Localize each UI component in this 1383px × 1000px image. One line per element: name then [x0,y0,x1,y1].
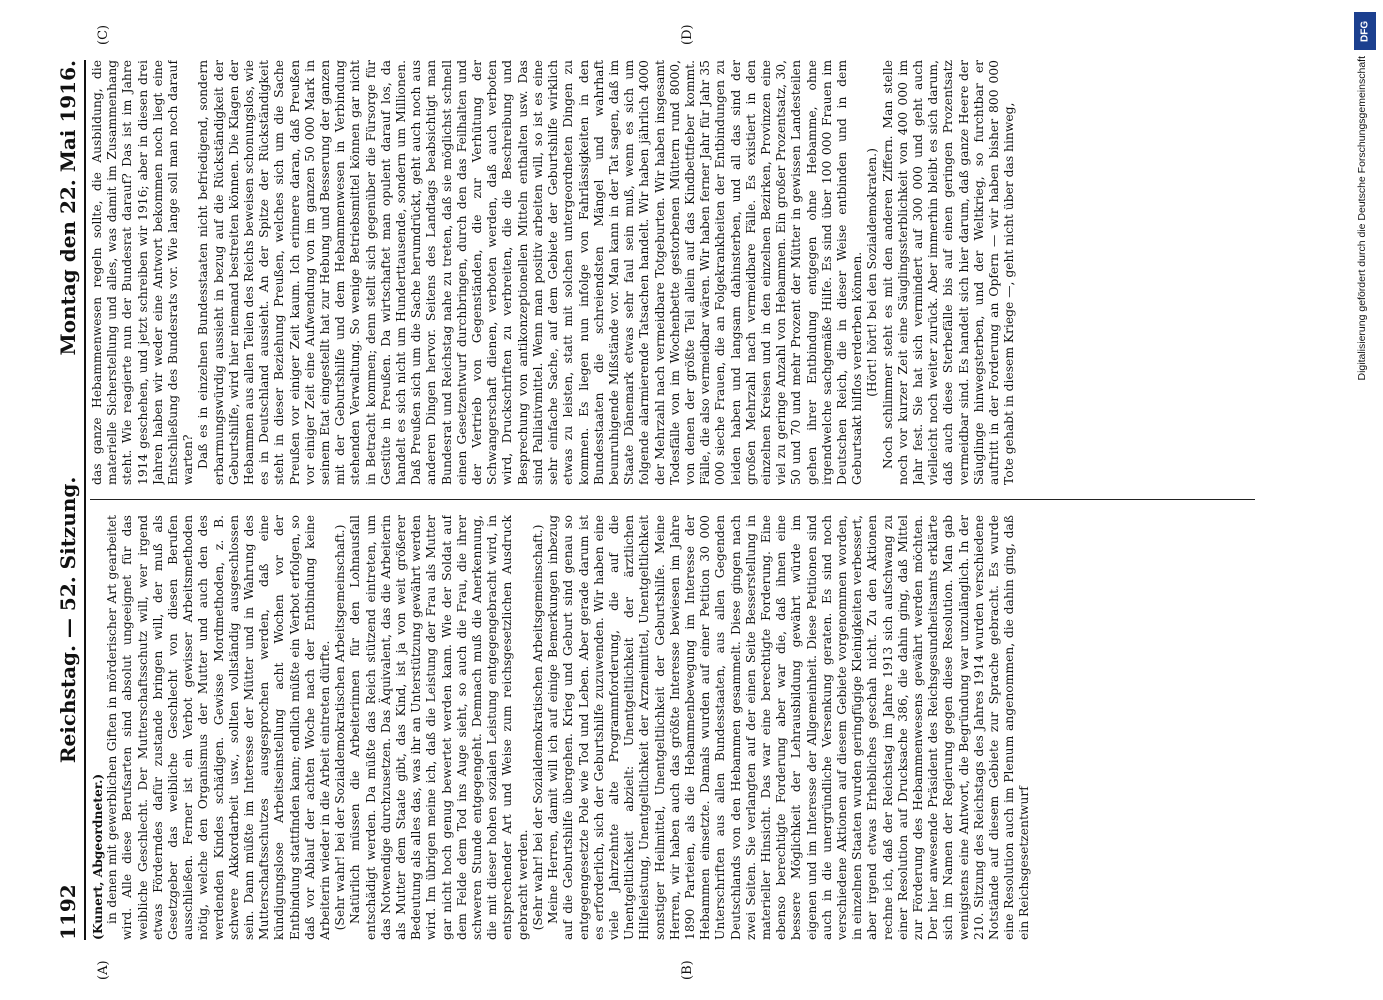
margin-marker-d: (D) [680,24,695,45]
speaker-label: (Kunert, Abgeordneter.) [90,773,105,940]
session-title: Reichstag. — 52. Sitzung. [56,476,80,764]
left-column [90,515,1260,940]
interjection: (Sehr wahr! bei der Sozialdemokratischen Arbeitsgemeinschaft.) [333,524,348,931]
interjection: (Hört! hört! bei den Sozialdemokraten.) [865,148,880,397]
right-column [90,60,1260,485]
paragraph: Meine Herren, damit will ich auf einige Bemerkungen inbezug auf die Geburtshilfe übergehen. Krieg und Geburt sind genau so entgegengesetzte Pole wie Tod und Leben. Aber gerade darum ist es erforderlich, sich der Geburtshilfe zuzuwenden. Wir haben eine viele Jahrzehnte alte Programmforderung, die auf die Unentgeltlichkeit abzielt: Unentgeltlichkeit der ärztlichen Hilfeleistung, Unentgeltlichkeit der Arzneimittel, Unentgeltlichkeit sonstiger Heilmittel, Unentgeltlichkeit der Geburtshilfe. Meine Herren, wir haben auch das größte Interesse bewiesen im Jahre 1890 Parteien, als die Hebammenbewegung im Interesse der Hebammen einsetzte. Damals wurden auf einer Petition 30 000 Unterschriften aus allen Bundesstaaten, aus allen Gegenden Deutschlands von den Hebammen gesammelt. Diese gingen nach zwei Seiten. Sie verlangten auf der einen Seite Besserstellung in materieller Hinsicht. Das war eine berechtigte Forderung. Eine ebenso berechtigte Forderung aber war die, daß ihnen eine bessere Möglichkeit der Lehrausbildung gewährt würde im eigenen und im Interesse der Allgemeinheit. Diese Petitionen sind auch in die unergründliche Versenkung geraten. Es sind noch verschiedene Aktionen auf diesem Gebiete vorgenommen worden, in einzelnen Staaten wurden geringfügige Kleinigkeiten verbessert, aber irgend etwas Erhebliches geschah nicht. Zu den Aktionen rechne ich, daß der Reichstag im Jahre 1913 sich aufschwang zu einer Resolution auf Drucksache 386, die dahin ging, daß Mittel zur Förderung des Hebammenwesens gewährt werden möchten. Der hier anwesende Präsident des Reichsgesundheitsamts erklärte sich im Namen der Regierung gegen diese Resolution. Man gab wenigstens eine Antwort, die Begründung war unzulänglich. In der 210. Sitzung des Reichstags des Jahres 1914 wurden verschiedene Notstände auf diesem Gebiete zur Sprache gebracht. Es wurde eine Resolution auch im Plenum angenommen, die dahin ging, daß ein Reichsgesetzentwurf [546,515,1032,940]
paragraph: Noch schlimmer steht es mit den anderen Ziffern. Man stelle noch vor kurzer Zeit eine Säuglingssterblichkeit von 400 000 im Jahr fest. Sie hat sich vermindert auf 300 000 und geht auch vielleicht noch weiter zurück. Aber immerhin bleibt es sich darum, daß auch diese Sterbefälle bis auf einen geringen Prozentsatz vermeidbar sind. Es handelt sich hier darum, daß ganze Heere der Säuglinge hinwegsterben, und der Weltkrieg, so furchtbar er auftritt in der Forderung an Opfern — wir haben bisher 800 000 Tote gehabt in diesem Kriege —, geht nicht über das hinweg, [880,60,1017,485]
session-date: Montag den 22. Mai 1916. [56,60,80,356]
margin-marker-b: (B) [680,960,695,980]
paragraph: das ganze Hebammenwesen regeln sollte, die Ausbildung, die materielle Sicherstellung und alles, was damit im Zusammenhang steht. Wie reagierte nun der Bundesrat darauf? Das ist im Jahre 1914 geschehen, und jetzt schreiben wir 1916; aber in diesen drei Jahren haben wir weder eine Antwort bekommen noch liegt eine Entschließung des Bundesrats vor. Wie lange soll man noch darauf warten? [90,60,196,485]
credit-text: Digitalisierung gefördert durch die Deutsche Forschungsgemeinschaft [1356,56,1368,381]
paragraph: in denen mit gewerblichen Giften in mörderischer Art gearbeitet wird. Alle diese Berufsarten sind absolut ungeeignet für das weibliche Geschlecht. Der Mutterschaftsschutz will, wer irgend etwas Förderndes dafür zustande bringen will, der muß als Gesetzgeber das weibliche Geschlecht von diesen Berufen ausschließen. Ferner ist ein Verbot gewisser Arbeitsmethoden nötig, welche den Organismus der Mutter und auch den des werdenden Kindes schädigen. Gewisse Mordmethoden, z. B. schwere Akkordarbeit usw., sollten vollständig ausgeschlossen sein. Dann müßte im Interesse der Mütter und in Wahrung des Mutterschaftsschutzes ausgesprochen werden, daß eine kündigungslose Arbeitseinstellung acht Wochen vor der Entbindung stattfinden kann; endlich müßte ein Verbot erfolgen, so daß vor Ablauf der achten Woche nach der Entbindung keine Arbeiterin wieder in die Arbeit eintreten dürfte. [105,515,333,940]
dfg-logo: DFG [1354,12,1376,50]
column-divider [90,499,1255,500]
page-number: 1192 [56,884,80,940]
interjection: (Sehr wahr! bei der Sozialdemokratischen Arbeitsgemeinschaft.) [530,524,545,931]
margin-marker-c: (C) [96,24,111,45]
page-header [40,60,86,940]
paragraph: Natürlich müssen die Arbeiterinnen für den Lohnausfall entschädigt werden. Da müßte das Reich stützend eintreten, um das Notwendige durchzusetzen. Das Äquivalent, das die Arbeiterin als Mutter dem Staate gibt, das Kind, ist ja von weit größerer Bedeutung als alles das, was ihr an Unterstützung gewährt werden wird. Im übrigen meine ich, daß die Leistung der Frau als Mutter gar nicht hoch genug bewertet werden kann. Wie der Soldat auf dem Felde dem Tod ins Auge sieht, so auch die Frau, die ihrer schweren Stunde entgegengeht. Demnach muß die Anerkennung, die mit dieser hohen sozialen Leistung entgegengebracht wird, in entsprechender Art und Weise zum reichsgesetzlichen Ausdruck gebracht werden. [348,515,530,940]
paragraph: Daß es in einzelnen Bundesstaaten nicht befriedigend, sondern erbarmungswürdig aussieht in bezug auf die Rückständigkeit der Geburtshilfe, wird hier niemand bestreiten können. Die Klagen der Hebammen aus allen Teilen des Reichs beweisen schonungslos, wie es in Deutschland aussieht. An der Spitze der Rückständigkeit steht in dieser Beziehung Preußen, welches sich um die Sache Preußen vor einiger Zeit kaum. Ich erinnere daran, daß Preußen vor einiger Zeit eine Aufwendung von im ganzen 50 000 Mark in seinem Etat eingestellt hat zur Hebung und Besserung der ganzen mit der Geburtshilfe und dem Hebammenwesen in Verbindung stehenden Verwaltung. So wenige Betriebsmittel können gar nicht in Betracht kommen; denn stellt sich gegenüber die Fürsorge für Gestüte in Preußen. Da wirtschaftet man opulent darauf los, da handelt es sich nicht um Hunderttausende, sondern um Millionen. Daß Preußen sich um die Sache herumdrückt, geht auch noch aus anderen Dingen hervor. Seitens des Landtags beabsichtigt man Bundesrat und Reichstag nahe zu treten, daß sie möglichst schnell einen Gesetzentwurf durchbringen, durch den das Feilhalten und der Vertrieb von Gegenständen, die zur Verhütung der Schwangerschaft dienen, verboten werden, daß auch verboten wird, Druckschriften zu verbreiten, die die Beschreibung und Besprechung von antikonzeptionellen Mitteln enthalten usw. Das sind Palliativmittel. Wenn man positiv arbeiten will, so ist es eine sehr einfache Sache, auf dem Gebiete der Geburtshilfe wirklich etwas zu leisten, statt mit solchen untergeordneten Dingen zu kommen. Es liegen nun infolge von Fahrlässigkeiten in den Bundesstaaten die schreiendsten Mängel und wahrhaft beunruhigende Mißstände vor. Man kann in der Tat sagen, daß im Staate Dänemark etwas sehr faul sein muß, wenn es sich um folgende alarmierende Tatsachen handelt. Wir haben jährlich 4000 der Mehrzahl nach vermeidbare Totgeburten. Wir haben insgesamt Todesfälle von im Wochenbette gestorbenen Müttern rund 8000, von denen der größte Teil allein auf das Kindbettfieber kommt. Fälle, die also vermeidbar wären. Wir haben ferner Jahr für Jahr 35 000 sieche Frauen, die an Folgekrankheiten der Entbindungen zu leiden haben und langsam dahinsterben, und all das sind der großen Mehrzahl nach vermeidbare Fälle. Es existiert in den einzelnen Kreisen und in den einzelnen Bezirken, Provinzen eine viel zu geringe Anzahl von Hebammen. Ein großer Prozentsatz, 30, 50 und 70 und mehr Prozent der Mütter in gewissen Landesteilen gehen ihrer Entbindung entgegen ohne Hebamme, ohne irgendwelche sachgemäße Hilfe. Es sind über 100 000 Frauen im Deutschen Reich, die in dieser Weise entbinden und in dem Geburtsakt hilflos verderben können. [196,60,865,485]
digitization-credit [1352,8,1382,988]
margin-marker-a: (A) [96,960,111,980]
